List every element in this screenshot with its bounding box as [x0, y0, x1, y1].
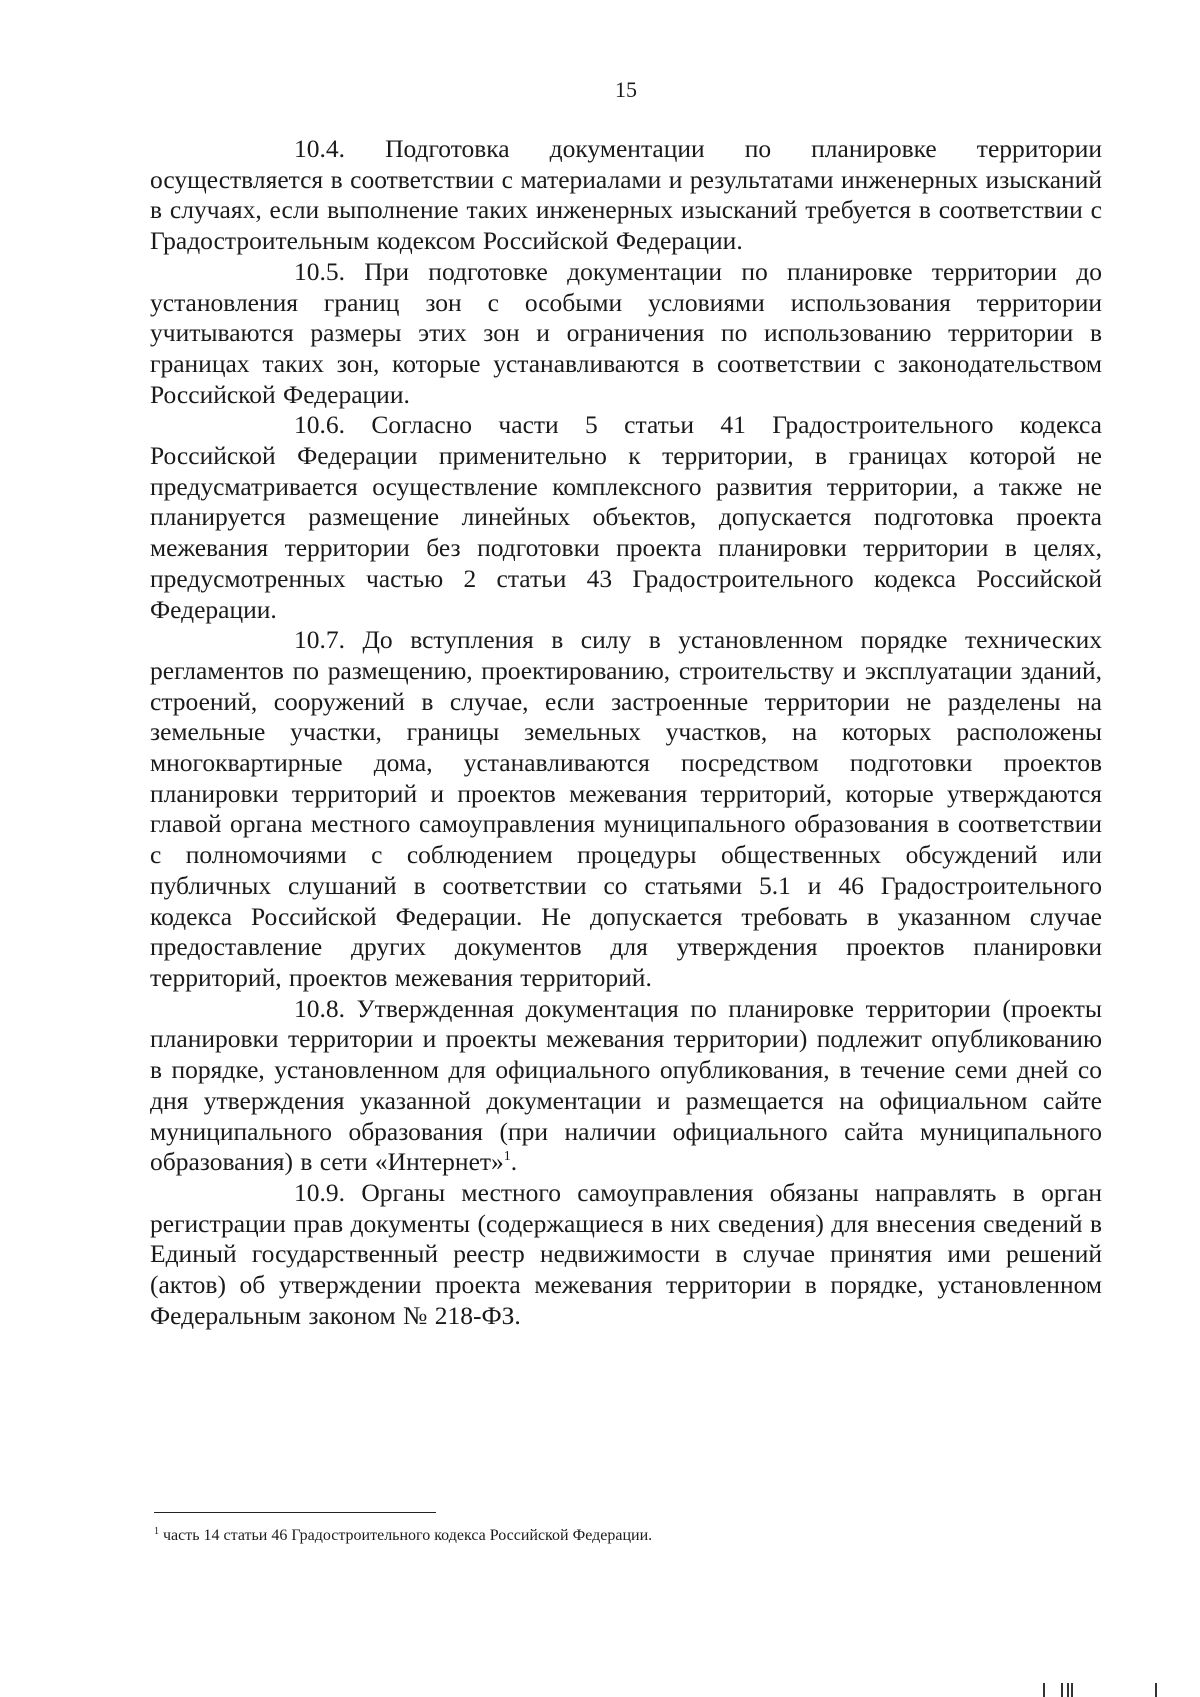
paragraph-tail: .: [510, 1147, 518, 1177]
scan-mark: [1155, 1683, 1157, 1697]
footnote: [154, 1525, 1054, 1547]
paragraph-number: 10.4.: [294, 134, 345, 163]
paragraph-text: Утвержденная документация по планировке территории (проекты планировки территории и проекты межевания территории) подлежит опубликованию в порядке, установленном для официального опубликования, в течение семи дней со дня утверждения указанной документации и размещается на официальном сайте муниципального образования (при наличии официального сайта муниципального образования) в сети «Интернет»: [150, 993, 1102, 1177]
paragraph-number: 10.9.: [294, 1177, 345, 1207]
paragraph-10-9: [150, 1178, 1102, 1332]
paragraph-10-8: [150, 994, 1102, 1178]
footnote-reference: 1: [503, 1149, 511, 1165]
paragraph-number: 10.5.: [294, 256, 345, 286]
scan-mark: [1071, 1683, 1073, 1697]
page-number: 15: [615, 77, 637, 102]
scan-mark: [1043, 1683, 1045, 1697]
footnote-divider: [154, 1512, 436, 1513]
paragraph-10-5: [150, 257, 1102, 411]
paragraph-text: До вступления в силу в установленном порядке технических регламентов по размещению, проектированию, строительству и эксплуатации зданий, строений, сооружений в случае, если застроенные территории не разделены на земельные участки, границы земельных участков, на которых расположены многоквартирные дома, устанавливаются посредством подготовки проектов планировки территорий и проектов межевания территорий, которые утверждаются главой органа местного самоуправления муниципального образования в соответствии с полномочиями с соблюдением процедуры общественных обсуждений или публичных слушаний в соответствии со статьями 5.1 и 46 Градостроительного кодекса Российской Федерации. Не допускается требовать в указанном случае предоставление других документов для утверждения проектов планировки территорий, проектов межевания территорий.: [150, 625, 1103, 992]
scan-edge-marks: [1035, 1683, 1175, 1697]
paragraph-text: Подготовка документации по планировке территории осуществляется в соответствии с материалами и результатами инженерных изысканий в случаях, если выполнение таких инженерных изысканий требуется в соответствии с Градостроительным кодексом Российской Федерации.: [150, 134, 1103, 256]
paragraph-text: При подготовке документации по планировке территории до установления границ зон с особыми условиями использования территории учитываются размеры этих зон и ограничения по использованию территории в границах таких зон, которые устанавливаются в соответствии с законодательством Российской Федерации.: [150, 256, 1102, 409]
paragraph-10-4: [150, 134, 1102, 257]
document-body: [150, 134, 1102, 1331]
paragraph-text: Согласно части 5 статьи 41 Градостроительного кодекса Российской Федерации применительно к территории, в границах которой не предусматривается осуществление комплексного развития территории, а также не планируется размещение линейных объектов, допускается подготовка проекта межевания территории без подготовки проекта планировки территории в целях, предусмотренных частью 2 статьи 43 Градостроительного кодекса Российской Федерации.: [150, 410, 1103, 624]
footnote-text: часть 14 статьи 46 Градостроительного кодекса Российской Федерации.: [163, 1527, 653, 1544]
paragraph-10-6: [150, 410, 1102, 625]
paragraph-text: Органы местного самоуправления обязаны направлять в орган регистрации прав документы (содержащиеся в них сведения) для внесения сведений в Единый государственный реестр недвижимости в случае принятия ими решений (актов) об утверждении проекта межевания территории в порядке, установленном Федеральным законом № 218-ФЗ.: [150, 1177, 1103, 1330]
paragraph-10-7: [150, 625, 1102, 993]
paragraph-number: 10.8.: [294, 993, 345, 1023]
scan-mark: [1067, 1683, 1069, 1697]
scan-mark: [1061, 1683, 1063, 1697]
paragraph-number: 10.7.: [294, 625, 345, 655]
paragraph-number: 10.6.: [294, 410, 345, 440]
footnote-mark: 1: [154, 1526, 159, 1537]
